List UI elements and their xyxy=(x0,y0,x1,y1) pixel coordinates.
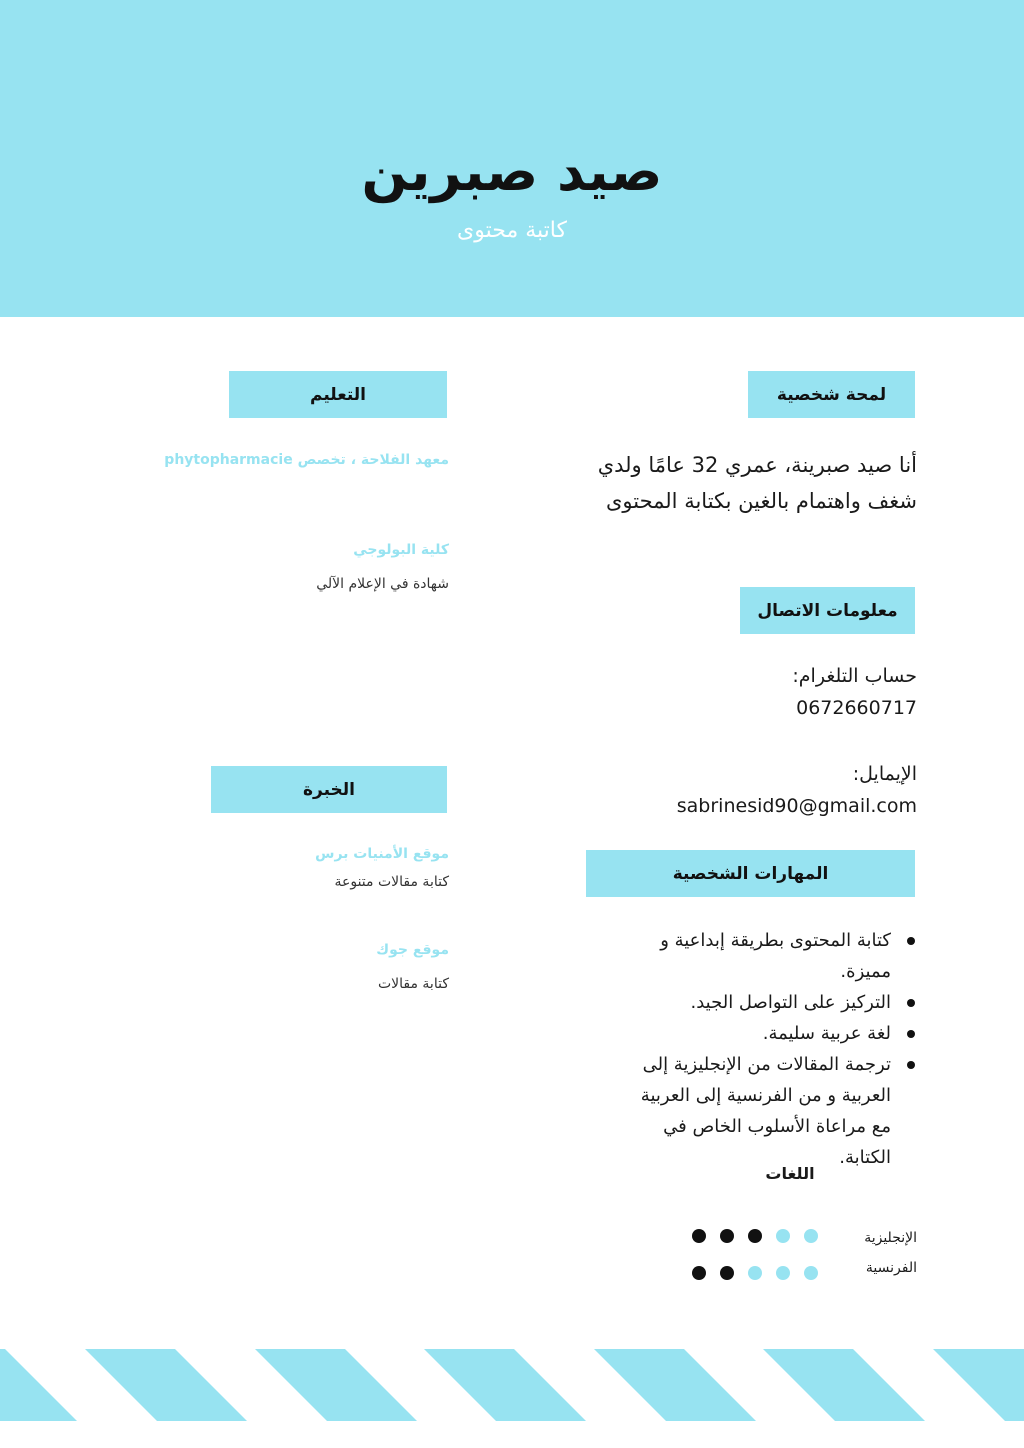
level-dot-filled xyxy=(692,1266,706,1280)
experience-item-title: موقع الأمنيات برس xyxy=(315,846,449,862)
level-dot-filled xyxy=(692,1229,706,1243)
education-heading: التعليم xyxy=(229,371,447,418)
level-dot-empty xyxy=(804,1266,818,1280)
skills-heading: المهارات الشخصية xyxy=(586,850,915,897)
education-item-subtitle: شهادة في الإعلام الآلي xyxy=(316,576,449,592)
level-dot-filled xyxy=(720,1266,734,1280)
decorative-stripes xyxy=(0,1349,1024,1421)
profile-heading: لمحة شخصية xyxy=(748,371,915,418)
experience-item-subtitle: كتابة مقالات xyxy=(377,976,449,992)
telegram-label: حساب التلغرام: xyxy=(792,665,917,687)
experience-heading: الخبرة xyxy=(211,766,447,813)
email-label: الإيمايل: xyxy=(852,763,917,785)
level-dot-filled xyxy=(720,1229,734,1243)
level-dot-empty xyxy=(804,1229,818,1243)
experience-item-subtitle: كتابة مقالات متنوعة xyxy=(334,874,449,890)
skill-item: ترجمة المقالات من الإنجليزية إلى العربية و من الفرنسية إلى العربية مع مراعاة الأسلوب الخاص في الكتابة. xyxy=(617,1049,917,1173)
email-value[interactable]: sabrinesid90@gmail.com xyxy=(676,795,917,817)
language-name-french: الفرنسية xyxy=(865,1260,917,1276)
skill-item: التركيز على التواصل الجيد. xyxy=(617,987,917,1018)
telegram-value: 0672660717 xyxy=(796,697,917,719)
language-level-french xyxy=(692,1266,818,1280)
experience-item-title: موقع جوك xyxy=(376,942,449,958)
skill-item: كتابة المحتوى بطريقة إبداعية و مميزة. xyxy=(617,925,917,987)
skills-list xyxy=(617,925,917,1173)
language-name-english: الإنجليزية xyxy=(864,1230,917,1246)
contact-heading: معلومات الاتصال xyxy=(740,587,915,634)
person-name: صيد صبرين xyxy=(361,140,663,203)
languages-heading: اللغات xyxy=(765,1164,815,1183)
language-level-english xyxy=(692,1229,818,1243)
education-item-title: معهد الفلاحة ، تخصص phytopharmacie xyxy=(164,452,449,468)
profile-text: أنا صيد صبرينة، عمري 32 عامًا ولدي شغف واهتمام بالغين بكتابة المحتوى xyxy=(597,453,917,513)
level-dot-empty xyxy=(776,1229,790,1243)
job-title: كاتبة محتوى xyxy=(457,218,567,243)
level-dot-empty xyxy=(776,1266,790,1280)
skill-item: لغة عربية سليمة. xyxy=(617,1018,917,1049)
education-item-title: كلية البولوجي xyxy=(353,542,449,558)
level-dot-filled xyxy=(748,1229,762,1243)
level-dot-empty xyxy=(748,1266,762,1280)
